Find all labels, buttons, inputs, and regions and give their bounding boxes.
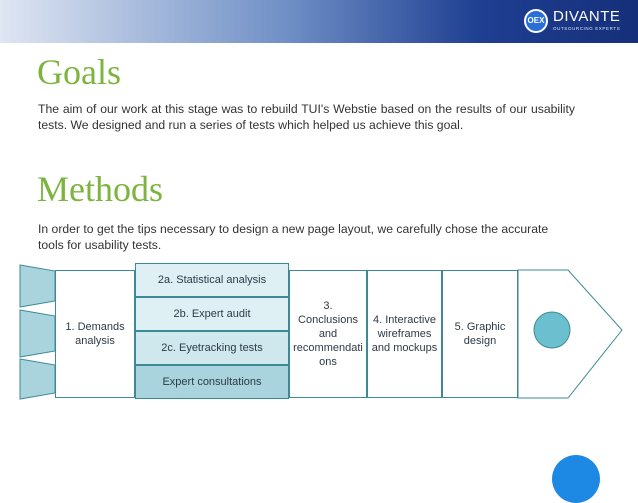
step-interactive-wireframes[interactable] xyxy=(367,270,442,398)
methods-heading: Methods xyxy=(37,169,163,209)
methods-paragraph: In order to get the tips necessary to design a new page layout, we carefully chose the accurate tools for usability tests. xyxy=(38,222,549,252)
logo-mark-icon: OEX xyxy=(524,9,548,33)
step-expert-audit[interactable] xyxy=(135,297,289,331)
fletching-top xyxy=(20,265,55,307)
step-demands-analysis[interactable] xyxy=(55,270,135,398)
step-expert-audit-label: 2b. Expert audit xyxy=(173,308,251,320)
step-eyetracking-tests[interactable] xyxy=(135,331,289,365)
corner-badge xyxy=(552,455,600,503)
step-expert-consultations[interactable] xyxy=(135,365,289,399)
step-eyetracking-tests-label: 2c. Eyetracking tests xyxy=(161,342,263,354)
logo-tagline: OUTSOURCING EXPERTS xyxy=(553,26,621,31)
step-statistical-analysis-label: 2a. Statistical analysis xyxy=(157,274,267,286)
fletching-bottom xyxy=(20,359,55,399)
header-bar xyxy=(0,0,638,43)
step-graphic-design[interactable] xyxy=(442,270,518,398)
fletching-middle xyxy=(20,310,55,357)
goals-heading: Goals xyxy=(37,52,121,92)
goals-paragraph: The aim of our work at this stage was to rebuild TUI's Webstie based on the results of our usability tests. We designed and run a series of tests which helped us achieve this goal. xyxy=(38,102,575,132)
target-circle-icon xyxy=(534,312,570,348)
process-diagram xyxy=(0,255,638,405)
step-expert-consultations-label: Expert consultations xyxy=(162,376,262,388)
step-statistical-analysis[interactable] xyxy=(135,263,289,297)
step-conclusions-label: 3. Conclusions and recommendati ons xyxy=(293,300,363,368)
divante-logo[interactable] xyxy=(524,7,632,37)
logo-name: DIVANTE xyxy=(553,8,621,25)
step-conclusions[interactable] xyxy=(289,270,367,398)
step-demands-analysis-label: 1. Demands analysis xyxy=(65,321,125,347)
step-graphic-design-label: 5. Graphic design xyxy=(454,321,506,347)
step-interactive-wireframes-label: 4. Interactive wireframes and mockups xyxy=(371,314,438,354)
